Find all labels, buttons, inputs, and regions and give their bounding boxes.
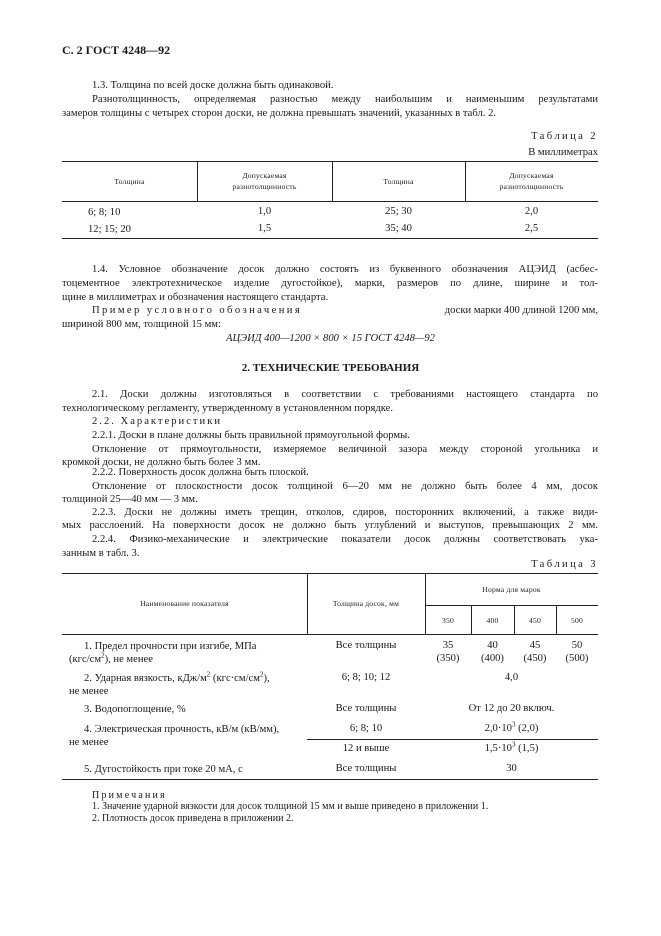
table-3-row-3-value: От 12 до 20 включ. <box>468 703 555 714</box>
clause-2-2-2-line-2: Отклонение от плоскостности досок толщиной 6—20 мм не должно быть более 4 мм, досок <box>92 481 598 492</box>
table-3-grade: 450 <box>529 616 541 625</box>
table-3-row-5-name: 5. Дугостойкость при токе 20 мА, с <box>84 764 243 775</box>
table-3-row-3-name: 3. Водопоглощение, % <box>84 704 186 715</box>
clause-2-1-line-2: технологическому регламенту, утвержденному в установленном порядке. <box>62 403 393 414</box>
table-2-head-allowed: Допускаемая <box>242 171 287 180</box>
clause-2-2-4-line-1: 2.2.4. Физико-механические и электрические показатели досок должны соответствовать ука- <box>92 534 598 545</box>
table-3-row-4-thickness-a: 6; 8; 10 <box>349 723 383 734</box>
clause-1-4-line-2: тоцементное электротехническое изделие дугостойкое), марки, размеров по длине, ширине и тол- <box>62 278 598 289</box>
table-2-caption: Таблица 2 <box>531 131 598 142</box>
table-3-value: 35 <box>442 640 454 651</box>
table-3-row-2-thickness: 6; 8; 10; 12 <box>341 672 391 683</box>
clause-2-2-4-line-2: занным в табл. 3. <box>62 548 140 559</box>
table-2-head-allowed-2: Допускаемая <box>509 171 554 180</box>
table-2-head-variation-2: разнотолщинность <box>499 182 564 191</box>
section-2-title: 2. ТЕХНИЧЕСКИЕ ТРЕБОВАНИЯ <box>241 362 420 374</box>
table-3-row-1-name-2: $(кгс/см^2)$, не менее <box>69 651 153 665</box>
clause-1-3-line-3: замеров толщины с четырех сторон доски, не должна превышать значений, указанных в табл. 2. <box>62 108 497 119</box>
table-3-row-1-thickness: Все толщины <box>335 640 397 651</box>
table-3-value: (350) <box>436 653 460 664</box>
clause-2-2-1-line-2: Отклонение от прямоугольности, измеряемое величиной зазора между стороной угольника и <box>92 444 598 455</box>
table-3-row-4-name: 4. Электрическая прочность, кВ/м (кВ/мм), <box>84 724 280 735</box>
clause-1-3-line-1: 1.3. Толщина по всей доске должна быть одинаковой. <box>92 80 334 91</box>
clause-2-2-3-line-2: мых расслоений. На поверхности досок не должно быть углублений и выступов, превышающих 2 мм. <box>62 520 598 531</box>
note-1: 1. Значение ударной вязкости для досок толщиной 15 мм и выше приведено в приложении 1. <box>92 801 489 812</box>
table-3-grade: 400 <box>486 616 499 625</box>
table-3-value: 40 <box>487 640 498 651</box>
example-text: доски марки 400 длиной 1200 мм, <box>444 305 598 316</box>
table-3-row-5-value: 30 <box>506 763 517 774</box>
table-3-row-4-name-2: не менее <box>69 737 109 748</box>
clause-2-2-1: 2.2.1. Доски в плане должны быть правильной прямоугольной формы. <box>92 430 410 441</box>
example-label: Пример условного обозначения <box>92 305 303 316</box>
note-2: 2. Плотность досок приведена в приложении 2. <box>92 813 294 824</box>
table-3-row-1-name: 1. Предел прочности при изгибе, МПа <box>84 641 257 652</box>
page-header: С. 2 ГОСТ 4248—92 <box>62 43 171 57</box>
table-3-row-2-name-2: не менее <box>69 686 109 697</box>
table-3-row-5-thickness: Все толщины <box>335 763 397 774</box>
clause-2-2-2-line-3: толщиной 25—40 мм — 3 мм. <box>62 494 198 505</box>
clause-1-3-line-2: Разнотолщинность, определяемая разностью между наибольшим и наименьшим результатами <box>92 94 598 105</box>
table-3-head-norm: Норма для марок <box>482 585 541 594</box>
table-2-cell: 1,5 <box>257 223 272 234</box>
table-3-grade: 500 <box>571 616 583 625</box>
table-3-row-4-value-b: $1,5\cdot 10^3$ (1,5) <box>484 740 539 754</box>
table-3-row-4-value-a: $2,0\cdot 10^3$ (2,0) <box>484 720 539 734</box>
table-3-row-3-thickness: Все толщины <box>335 703 397 714</box>
table-2-head-thickness-2: Толщина <box>383 177 414 186</box>
notes-title: Примечания <box>92 790 167 801</box>
table-2-cell: 6; 8; 10 <box>88 207 121 218</box>
clause-1-4-line-3: щине в миллиметрах и обозначения настоящего стандарта. <box>62 292 329 303</box>
table-3-head-thickness: Толщина досок, мм <box>332 599 400 608</box>
table-2-cell: 35; 40 <box>385 223 412 234</box>
table-2-head-variation: разнотолщинность <box>232 182 297 191</box>
table-3-row-4-thickness-b: 12 и выше <box>342 743 390 754</box>
table-2-cell: 1,0 <box>257 206 272 217</box>
table-3-value: 45 <box>529 640 541 651</box>
table-3-value: 50 <box>571 640 583 651</box>
table-3-row-2-value: 4,0 <box>504 672 519 683</box>
table-2-cell: 2,5 <box>524 223 539 234</box>
clause-2-2: 2.2. Характеристики <box>92 416 223 427</box>
table-2-units: В миллиметрах <box>528 147 598 158</box>
clause-2-2-1-line-3: кромкой доски, не должно быть более 3 мм. <box>62 457 261 468</box>
table-2-head-thickness: Толщина <box>114 177 145 186</box>
table-2-cell: 25; 30 <box>385 206 412 217</box>
table-2-cell: 2,0 <box>524 206 539 217</box>
designation-example: АЦЭИД 400—1200 × 800 × 15 ГОСТ 4248—92 <box>226 333 435 344</box>
table-3-row-2-name: 2. Ударная вязкость, кДж/$м^2$ $(кгс\cdot см/см^2)$, <box>84 670 270 684</box>
table-3-caption: Таблица 3 <box>531 559 598 570</box>
clause-1-4-line-5: шириной 800 мм, толщиной 15 мм: <box>62 319 221 330</box>
table-3-value: (500) <box>565 653 589 664</box>
clause-1-4-line-1: 1.4. Условное обозначение досок должно состоять из буквенного обозначения АЦЭИД (асбес- <box>92 264 598 275</box>
table-2-cell: 12; 15; 20 <box>88 224 131 235</box>
table-3-head-name: Наименование показателя <box>140 599 229 608</box>
clause-2-2-2: 2.2.2. Поверхность досок должна быть плоской. <box>92 467 309 478</box>
clause-2-2-3-line-1: 2.2.3. Доски не должны иметь трещин, отколов, сдиров, посторонних включений, а также види- <box>92 507 598 518</box>
table-3-value: (400) <box>481 653 504 664</box>
clause-2-1-line-1: 2.1. Доски должны изготовляться в соответствии с требованиями настоящего стандарта по <box>92 389 598 400</box>
table-3-value: (450) <box>523 653 547 664</box>
table-3-grade: 350 <box>442 616 454 625</box>
